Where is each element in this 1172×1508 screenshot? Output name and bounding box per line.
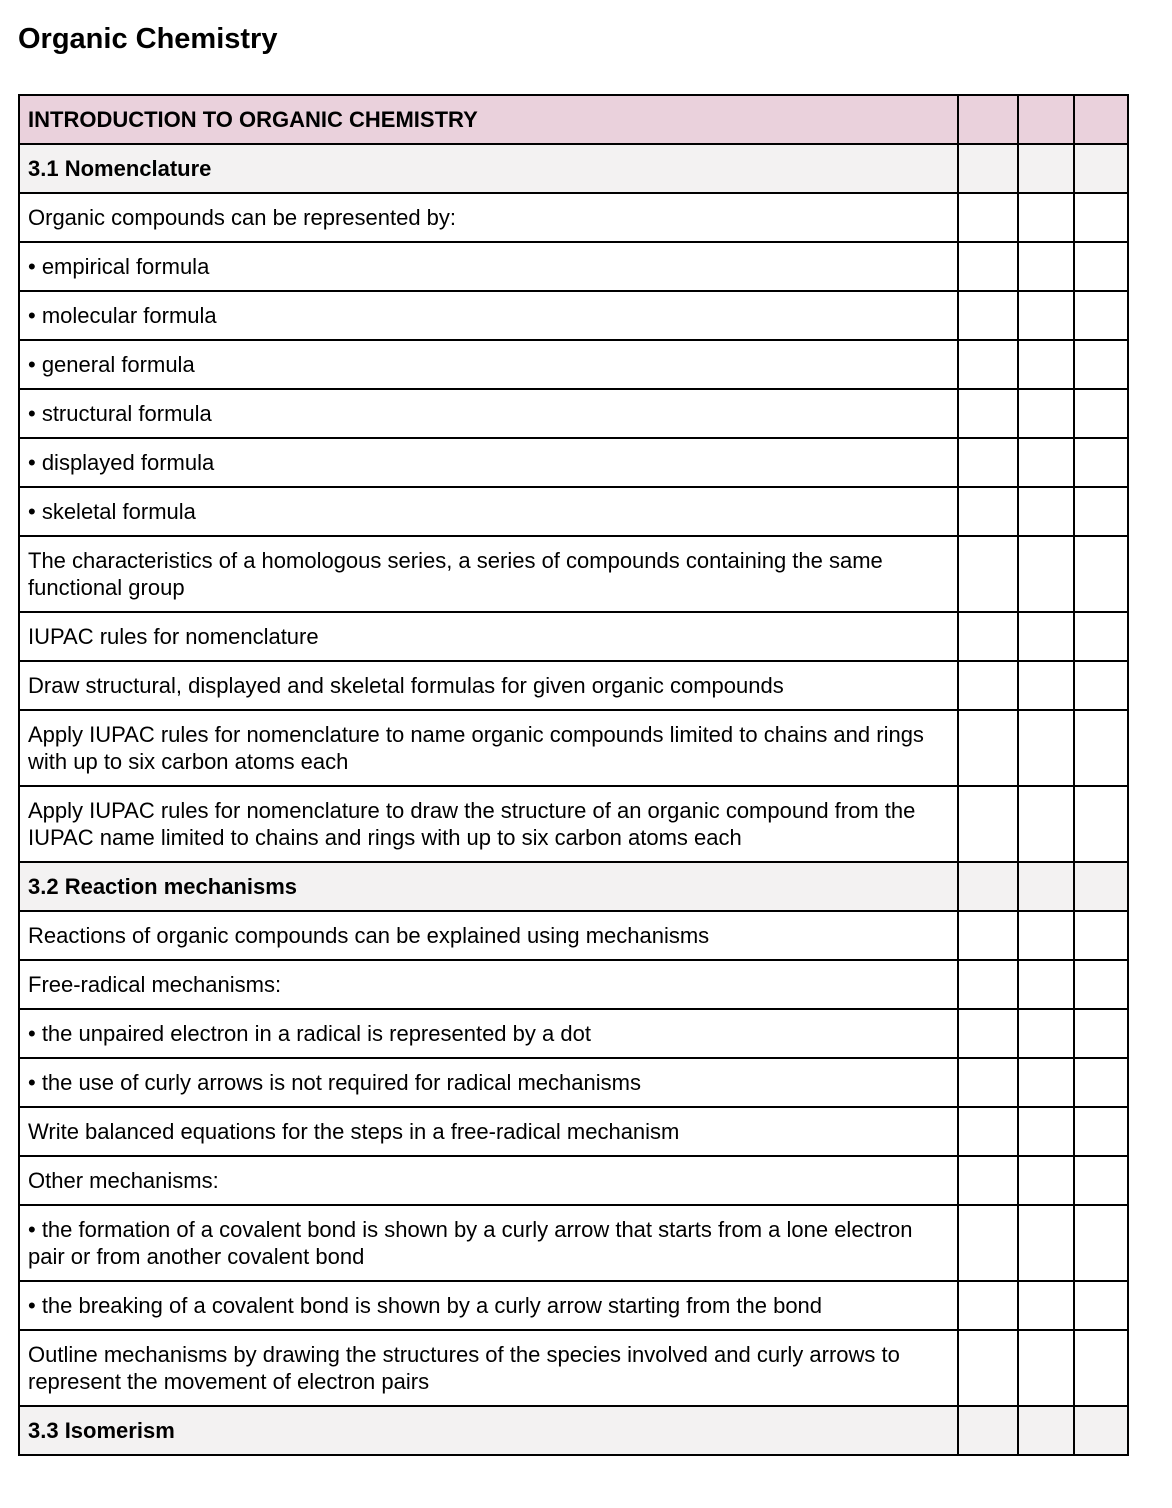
check-cell-3[interactable] [1074,960,1128,1009]
table-row-item [19,1058,1128,1107]
table-row-item [19,487,1128,536]
table-row-item [19,710,1128,786]
check-cell-2[interactable] [1018,389,1074,438]
check-cell-1[interactable] [958,340,1018,389]
check-cell-3[interactable] [1074,95,1128,144]
check-cell-1[interactable] [958,144,1018,193]
check-cell-3[interactable] [1074,340,1128,389]
check-cell-1[interactable] [958,438,1018,487]
check-cell-2[interactable] [1018,340,1074,389]
check-cell-1[interactable] [958,193,1018,242]
check-cell-2[interactable] [1018,1330,1074,1406]
check-cell-1[interactable] [958,786,1018,862]
row-text-cell: Other mechanisms: [19,1156,958,1205]
check-cell-3[interactable] [1074,1009,1128,1058]
table-row-item [19,536,1128,612]
check-cell-2[interactable] [1018,786,1074,862]
check-cell-3[interactable] [1074,1330,1128,1406]
check-cell-2[interactable] [1018,661,1074,710]
check-cell-1[interactable] [958,536,1018,612]
table-row-item [19,438,1128,487]
table-row-item [19,1281,1128,1330]
check-cell-1[interactable] [958,1107,1018,1156]
table-row-item [19,661,1128,710]
check-cell-1[interactable] [958,1009,1018,1058]
table-row-item [19,786,1128,862]
row-text-cell: 3.3 Isomerism [19,1406,958,1455]
table-row-item [19,340,1128,389]
checklist-table [18,94,1129,1456]
row-text-cell: Draw structural, displayed and skeletal formulas for given organic compounds [19,661,958,710]
check-cell-2[interactable] [1018,960,1074,1009]
table-row-item [19,1009,1128,1058]
table-row-item [19,960,1128,1009]
table-row-item [19,389,1128,438]
check-cell-3[interactable] [1074,438,1128,487]
check-cell-1[interactable] [958,710,1018,786]
row-text-cell: Write balanced equations for the steps in a free-radical mechanism [19,1107,958,1156]
check-cell-1[interactable] [958,1058,1018,1107]
check-cell-3[interactable] [1074,612,1128,661]
check-cell-2[interactable] [1018,710,1074,786]
check-cell-3[interactable] [1074,389,1128,438]
row-text-cell: Apply IUPAC rules for nomenclature to name organic compounds limited to chains and rings with up to six carbon atoms each [19,710,958,786]
row-text-cell: The characteristics of a homologous series, a series of compounds containing the same functional group [19,536,958,612]
check-cell-3[interactable] [1074,1156,1128,1205]
row-text-cell: • general formula [19,340,958,389]
check-cell-1[interactable] [958,1281,1018,1330]
table-row-section [19,144,1128,193]
row-text-cell: • displayed formula [19,438,958,487]
check-cell-2[interactable] [1018,536,1074,612]
row-text-cell: Free-radical mechanisms: [19,960,958,1009]
check-cell-3[interactable] [1074,193,1128,242]
row-text-cell: • the breaking of a covalent bond is shown by a curly arrow starting from the bond [19,1281,958,1330]
row-text-cell: • the use of curly arrows is not required for radical mechanisms [19,1058,958,1107]
check-cell-2[interactable] [1018,862,1074,911]
page-title: Organic Chemistry [18,23,278,55]
row-text-cell: 3.2 Reaction mechanisms [19,862,958,911]
check-cell-1[interactable] [958,1330,1018,1406]
row-text-cell: • the formation of a covalent bond is shown by a curly arrow that starts from a lone electron pair or from another covalent bond [19,1205,958,1281]
table-row-section [19,1406,1128,1455]
row-text-cell: • structural formula [19,389,958,438]
check-cell-1[interactable] [958,242,1018,291]
check-cell-3[interactable] [1074,291,1128,340]
check-cell-2[interactable] [1018,95,1074,144]
table-row-item [19,612,1128,661]
row-text-cell: IUPAC rules for nomenclature [19,612,958,661]
check-cell-2[interactable] [1018,438,1074,487]
check-cell-2[interactable] [1018,487,1074,536]
check-cell-1[interactable] [958,389,1018,438]
check-cell-2[interactable] [1018,242,1074,291]
check-cell-1[interactable] [958,1205,1018,1281]
row-text-cell: Organic compounds can be represented by: [19,193,958,242]
check-cell-1[interactable] [958,661,1018,710]
check-cell-1[interactable] [958,612,1018,661]
table-row-item [19,1330,1128,1406]
check-cell-1[interactable] [958,911,1018,960]
check-cell-1[interactable] [958,1406,1018,1455]
row-text-cell: • molecular formula [19,291,958,340]
check-cell-2[interactable] [1018,1156,1074,1205]
check-cell-2[interactable] [1018,1107,1074,1156]
check-cell-2[interactable] [1018,1009,1074,1058]
check-cell-3[interactable] [1074,144,1128,193]
check-cell-1[interactable] [958,95,1018,144]
table-row-section [19,862,1128,911]
check-cell-3[interactable] [1074,1058,1128,1107]
row-text-cell: Reactions of organic compounds can be explained using mechanisms [19,911,958,960]
check-cell-1[interactable] [958,487,1018,536]
check-cell-1[interactable] [958,1156,1018,1205]
check-cell-3[interactable] [1074,911,1128,960]
table-row-item [19,193,1128,242]
check-cell-2[interactable] [1018,291,1074,340]
row-text-cell: 3.1 Nomenclature [19,144,958,193]
check-cell-1[interactable] [958,960,1018,1009]
check-cell-3[interactable] [1074,710,1128,786]
check-cell-2[interactable] [1018,1406,1074,1455]
check-cell-3[interactable] [1074,862,1128,911]
table-row-item [19,242,1128,291]
table-row-item [19,1107,1128,1156]
check-cell-3[interactable] [1074,1281,1128,1330]
table-row-item [19,1156,1128,1205]
check-cell-2[interactable] [1018,911,1074,960]
check-cell-2[interactable] [1018,612,1074,661]
check-cell-3[interactable] [1074,1205,1128,1281]
table-row-item [19,911,1128,960]
table-row-item [19,291,1128,340]
check-cell-1[interactable] [958,862,1018,911]
check-cell-2[interactable] [1018,193,1074,242]
check-cell-2[interactable] [1018,1205,1074,1281]
check-cell-2[interactable] [1018,144,1074,193]
check-cell-3[interactable] [1074,536,1128,612]
check-cell-3[interactable] [1074,786,1128,862]
check-cell-3[interactable] [1074,661,1128,710]
check-cell-2[interactable] [1018,1058,1074,1107]
row-text-cell: • empirical formula [19,242,958,291]
check-cell-2[interactable] [1018,1281,1074,1330]
row-text-cell: Outline mechanisms by drawing the structures of the species involved and curly arrows to represent the movement of electron pairs [19,1330,958,1406]
table-row-item [19,1205,1128,1281]
check-cell-3[interactable] [1074,487,1128,536]
check-cell-3[interactable] [1074,1107,1128,1156]
row-text-cell: INTRODUCTION TO ORGANIC CHEMISTRY [19,95,958,144]
row-text-cell: • the unpaired electron in a radical is represented by a dot [19,1009,958,1058]
table-row-header [19,95,1128,144]
row-text-cell: Apply IUPAC rules for nomenclature to draw the structure of an organic compound from the IUPAC name limited to chains and rings with up to six carbon atoms each [19,786,958,862]
check-cell-1[interactable] [958,291,1018,340]
checklist-table-body [19,95,1128,1455]
row-text-cell: • skeletal formula [19,487,958,536]
check-cell-3[interactable] [1074,242,1128,291]
check-cell-3[interactable] [1074,1406,1128,1455]
